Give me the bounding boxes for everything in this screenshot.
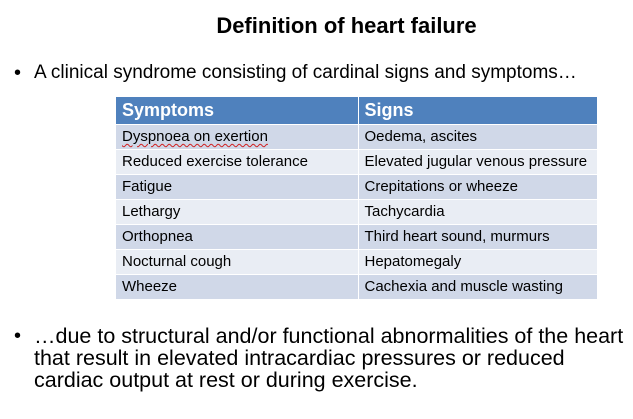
sign-cell: Cachexia and muscle wasting [358, 275, 597, 300]
bullet-icon: • [14, 325, 22, 347]
table-row [116, 250, 597, 275]
symptom-cell: Wheeze [116, 275, 358, 300]
table-row [116, 175, 597, 200]
table-row [116, 275, 597, 300]
table-row [116, 125, 597, 150]
symptom-cell: Nocturnal cough [116, 250, 358, 275]
symptom-cell: Lethargy [116, 200, 358, 225]
symptom-cell: Orthopnea [116, 225, 358, 250]
header-signs: Signs [358, 97, 597, 125]
intro-bullet [14, 62, 577, 84]
sign-cell: Tachycardia [358, 200, 597, 225]
symptom-cell: Fatigue [116, 175, 358, 200]
symptoms-signs-table [116, 97, 597, 299]
table-row [116, 200, 597, 225]
bullet-icon: • [14, 62, 22, 84]
table-row [116, 150, 597, 175]
symptom-cell [116, 125, 358, 150]
table-row [116, 225, 597, 250]
sign-cell: Elevated jugular venous pressure [358, 150, 597, 175]
symptom-text: Dyspnoea on exertion [122, 128, 268, 145]
slide-title: Definition of heart failure [216, 13, 477, 38]
outro-bullet [14, 325, 624, 391]
sign-cell: Third heart sound, murmurs [358, 225, 597, 250]
sign-cell: Hepatomegaly [358, 250, 597, 275]
sign-cell: Oedema, ascites [358, 125, 597, 150]
sign-cell: Crepitations or wheeze [358, 175, 597, 200]
outro-text: …due to structural and/or functional abnormalities of the heart that result in elevated intracardiac pressures or reduced cardiac output at rest or during exercise. [34, 324, 624, 392]
header-symptoms: Symptoms [116, 97, 358, 125]
table-header-row [116, 97, 597, 125]
intro-text: A clinical syndrome consisting of cardinal signs and symptoms… [34, 62, 577, 83]
symptom-cell: Reduced exercise tolerance [116, 150, 358, 175]
